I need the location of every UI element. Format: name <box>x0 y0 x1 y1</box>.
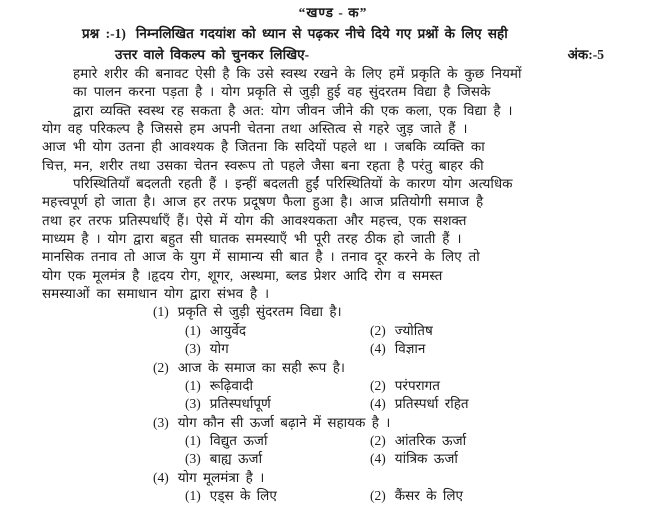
question-list <box>0 303 666 505</box>
option-text: प्रतिस्पर्धा रहित <box>394 396 469 412</box>
option-text: कैंसर के लिए <box>394 487 463 503</box>
question-block-4 <box>0 469 666 505</box>
question-number: (4) <box>153 469 169 485</box>
option <box>185 450 370 468</box>
passage-line: द्वारा व्यक्ति स्वस्थ रह सकता है अत: योग जीवन जीने की एक कला, एक विद्या है । <box>73 102 513 118</box>
question-text: आज के समाज का सही रूप है। <box>177 359 345 375</box>
option-number: (4) <box>370 341 386 357</box>
passage-line: का पालन करना पड़ता है । योग प्रकृति से जुड़ी हुई वह सुंदरतम विद्या है जिसके <box>73 84 491 100</box>
option-text: परंपरागत <box>394 377 440 393</box>
option-number: (1) <box>185 432 201 448</box>
question-text: योग कौन सी ऊर्जा बढ़ाने में सहायक है । <box>177 414 391 430</box>
option-text: यांत्रिक ऊर्जा <box>394 451 458 467</box>
option <box>370 322 555 340</box>
option <box>185 395 370 413</box>
passage-line: समस्याओं का समाधान योग द्वारा संभव है । <box>42 286 270 302</box>
question-block-3 <box>0 414 666 469</box>
option-text: आयुर्वेद <box>209 322 247 338</box>
option-number: (1) <box>185 377 201 393</box>
option-number: (2) <box>370 322 386 338</box>
option-number: (4) <box>370 396 386 412</box>
option <box>185 377 370 395</box>
option-text: योग <box>209 341 229 357</box>
passage-line: माध्यम है । योग द्वारा बहुत सी घातक समस्याएँ भी पूरी तरह ठीक हो जाती हैं । <box>42 231 462 247</box>
question-block-1 <box>0 303 666 358</box>
option <box>370 340 555 358</box>
question-number: (2) <box>153 359 169 375</box>
option-text: विज्ञान <box>394 341 426 357</box>
option-text: रूढ़िवादी <box>209 377 254 393</box>
passage-line: योग वह परिकल्प है जिससे हम अपनी चेतना तथा अस्तित्व से गहरे जुड़ जाते हैं । <box>42 121 468 137</box>
option <box>370 432 555 450</box>
option <box>185 487 370 505</box>
option <box>370 377 555 395</box>
passage-line: चित्त, मन, शरीर तथा उसका चेतन स्वरूप तो पहले जैसा बना रहता है परंतु बाहर की <box>42 157 484 173</box>
option <box>185 432 370 450</box>
option-number: (3) <box>185 451 201 467</box>
question-block-2 <box>0 359 666 414</box>
option-number: (2) <box>370 377 386 393</box>
option-number: (4) <box>370 451 386 467</box>
option-number: (3) <box>185 341 201 357</box>
passage <box>42 65 636 303</box>
passage-line: मानसिक तनाव तो आज के युग में सामान्य सी बात है । तनाव दूर करने के लिए तो <box>42 249 480 265</box>
option-text: एड्स के लिए <box>209 487 277 503</box>
passage-line: आज भी योग उतना ही आवश्यक है जितना कि सदियों पहले था । जबकि व्यक्ति का <box>42 139 485 155</box>
passage-line: महत्त्वपूर्ण हो जाता है। आज हर तरफ प्रदूषण फैला हुआ है। आज प्रतियोगी समाज है <box>42 194 484 210</box>
option-number: (3) <box>185 396 201 412</box>
option <box>185 340 370 358</box>
option-text: बाह्य ऊर्जा <box>209 451 263 467</box>
question-number: (1) <box>153 304 169 320</box>
option-text: ज्योतिष <box>394 322 433 338</box>
question-header <box>0 23 666 65</box>
passage-line: हमारे शरीर की बनावट ऐसी है कि उसे स्वस्थ रखने के लिए हमें प्रकृति के कुछ नियमों <box>73 66 522 81</box>
section-title: “खण्ड - क” <box>298 5 368 20</box>
option <box>370 450 555 468</box>
option-number: (1) <box>185 322 201 338</box>
question-text: योग मूलमंत्रा है । <box>177 469 265 485</box>
option-number: (2) <box>370 487 386 503</box>
question-number: (3) <box>153 414 169 430</box>
marks-badge: अंक:-5 <box>567 47 604 62</box>
passage-line: योग एक मूलमंत्र है ।हृदय रोग, शूगर, अस्थमा, ब्लड प्रेशर आदि रोग व समस्त <box>42 267 443 283</box>
instruction-line1: निम्नलिखित गदयांश को ध्यान से पढ़कर नीचे दिये गए प्रश्नों के लिए सही <box>135 26 508 41</box>
option <box>370 487 555 505</box>
passage-line: तथा हर तरफ प्रतिस्पर्धाएँ हैं। ऐसे में योग की आवश्यकता और महत्त्व, एक सशक्त <box>42 212 467 228</box>
instruction-line2: उत्तर वाले विकल्प को चुनकर लिखिए- <box>115 47 310 62</box>
question-text: प्रकृति से जुड़ी सुंदरतम विद्या है। <box>177 304 342 320</box>
question-label: प्रश्न :-1) <box>82 26 126 41</box>
option-text: प्रतिस्पर्धापूर्ण <box>209 396 271 412</box>
option <box>185 322 370 340</box>
option-text: विद्युत ऊर्जा <box>209 432 268 448</box>
option-number: (2) <box>370 432 386 448</box>
option-number: (1) <box>185 487 201 503</box>
option <box>370 395 555 413</box>
option-text: आंतरिक ऊर्जा <box>394 432 467 448</box>
passage-line: परिस्थितियाँ बदलती रहती हैं । इन्हीं बदलती हुईं परिस्थितियों के कारण योग अत्यधिक <box>73 176 513 192</box>
